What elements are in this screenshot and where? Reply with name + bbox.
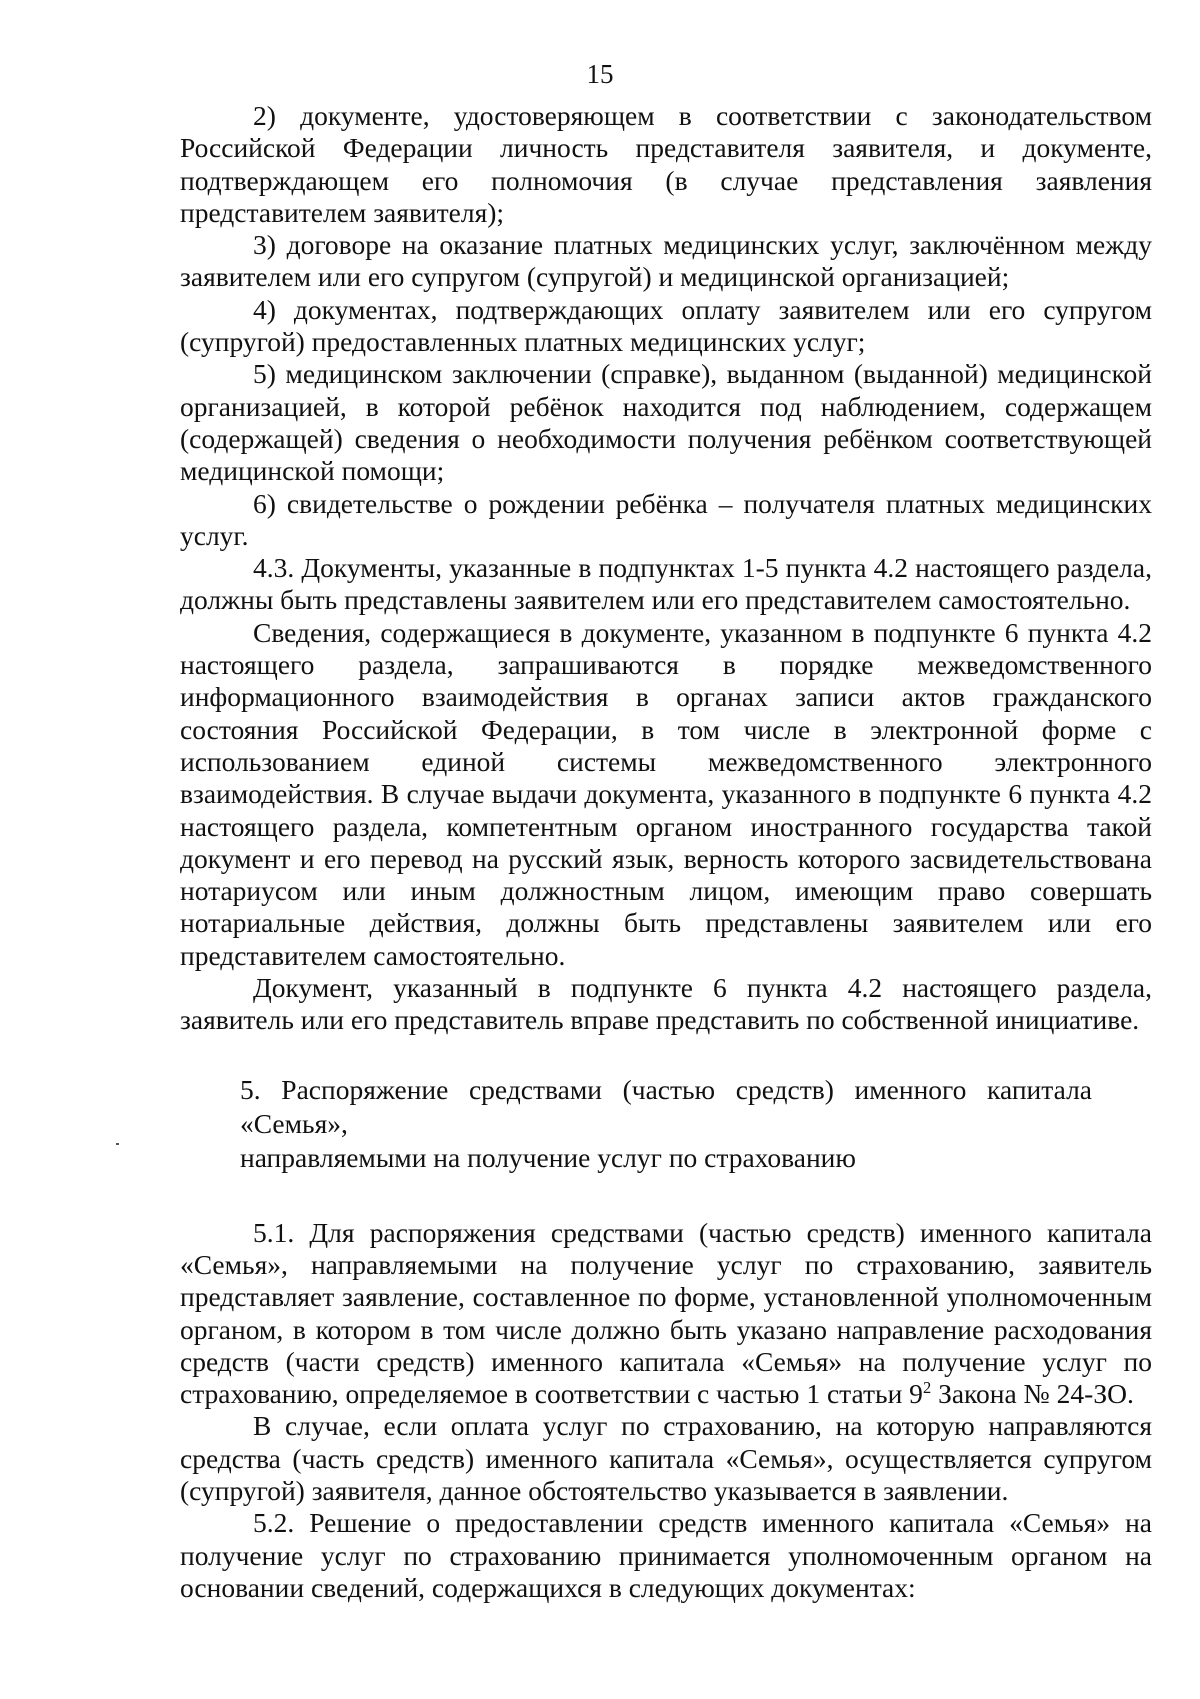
list-item-5: 5) медицинском заключении (справке), выданном (выданной) медицинской организацией, в которой ребёнок находится под наблюдением, содержащем (содержащей) сведения о необходимости получения ребёнком соответствующей медицинской помощи; xyxy=(180,358,1152,487)
section-5-heading-line-1: 5. Распоряжение средствами (частью средств) именного капитала «Семья», xyxy=(240,1073,1092,1139)
article-superscript: 2 xyxy=(922,1377,932,1397)
paragraph-4-3: 4.3. Документы, указанные в подпунктах 1-5 пункта 4.2 настоящего раздела, должны быть представлены заявителем или его представителем самостоятельно. xyxy=(180,552,1152,616)
section-5-heading xyxy=(240,1073,1092,1175)
list-item-4: 4) документах, подтверждающих оплату заявителем или его супругом (супругой) предоставленных платных медицинских услуг; xyxy=(180,293,1152,358)
section-5-heading-line-2: направляемыми на получение услуг по страхованию xyxy=(240,1141,856,1173)
document-body xyxy=(180,100,1152,1604)
list-item-6: 6) свидетельстве о рождении ребёнка – получателя платных медицинских услуг. xyxy=(180,487,1152,551)
paragraph-5-1-text: 5.1. Для распоряжения средствами (частью средств) именного капитала «Семья», направляемыми на получение услуг по страхованию, заявитель представляет заявление, составленное по форме, установленной уполномоченным органом, в котором в том числе должно быть указано направление расходования средств (части средств) именного капитала «Семья» на получение услуг по страхованию, определяемое в соответствии с частью 1 статьи 9 xyxy=(180,1216,1152,1410)
paragraph-5-2: 5.2. Решение о предоставлении средств именного капитала «Семья» на получение услуг по страхованию принимается уполномоченным органом на основании сведений, содержащихся в следующих документах: xyxy=(180,1507,1152,1603)
scan-speck xyxy=(116,1143,119,1145)
paragraph-5-1-tail: Закона № 24-ЗО. xyxy=(931,1378,1134,1410)
paragraph-spouse-payment: В случае, если оплата услуг по страхованию, на которую направляются средства (часть средств) именного капитала «Семья», осуществляется супругом (супругой) заявителя, данное обстоятельство указывается в заявлении. xyxy=(180,1410,1152,1506)
paragraph-5-1 xyxy=(180,1217,1152,1411)
page-number: 15 xyxy=(586,59,614,89)
list-item-3: 3) договоре на оказание платных медицинских услуг, заключённом между заявителем или его супругом (супругой) и медицинской организацией; xyxy=(180,229,1152,293)
list-item-2: 2) документе, удостоверяющем в соответствии с законодательством Российской Федерации личность представителя заявителя, и документе, подтверждающем его полномочия (в случае представления заявления представителем заявителя); xyxy=(180,100,1152,228)
paragraph-interagency-info: Сведения, содержащиеся в документе, указанном в подпункте 6 пункта 4.2 настоящего раздела, запрашиваются в порядке межведомственного информационного взаимодействия в органах записи актов гражданского состояния Российской Федерации, в том числе в электронной форме с использованием единой системы межведомственного электронного взаимодействия. В случае выдачи документа, указанного в подпункте 6 пункта 4.2 настоящего раздела, компетентным органом иностранного государства такой документ и его перевод на русский язык, верность которого засвидетельствована нотариусом или иным должностным лицом, имеющим право совершать нотариальные действия, должны быть представлены заявителем или его представителем самостоятельно. xyxy=(180,616,1152,971)
paragraph-own-initiative: Документ, указанный в подпункте 6 пункта 4.2 настоящего раздела, заявитель или его представитель вправе представить по собственной инициативе. xyxy=(180,972,1152,1036)
